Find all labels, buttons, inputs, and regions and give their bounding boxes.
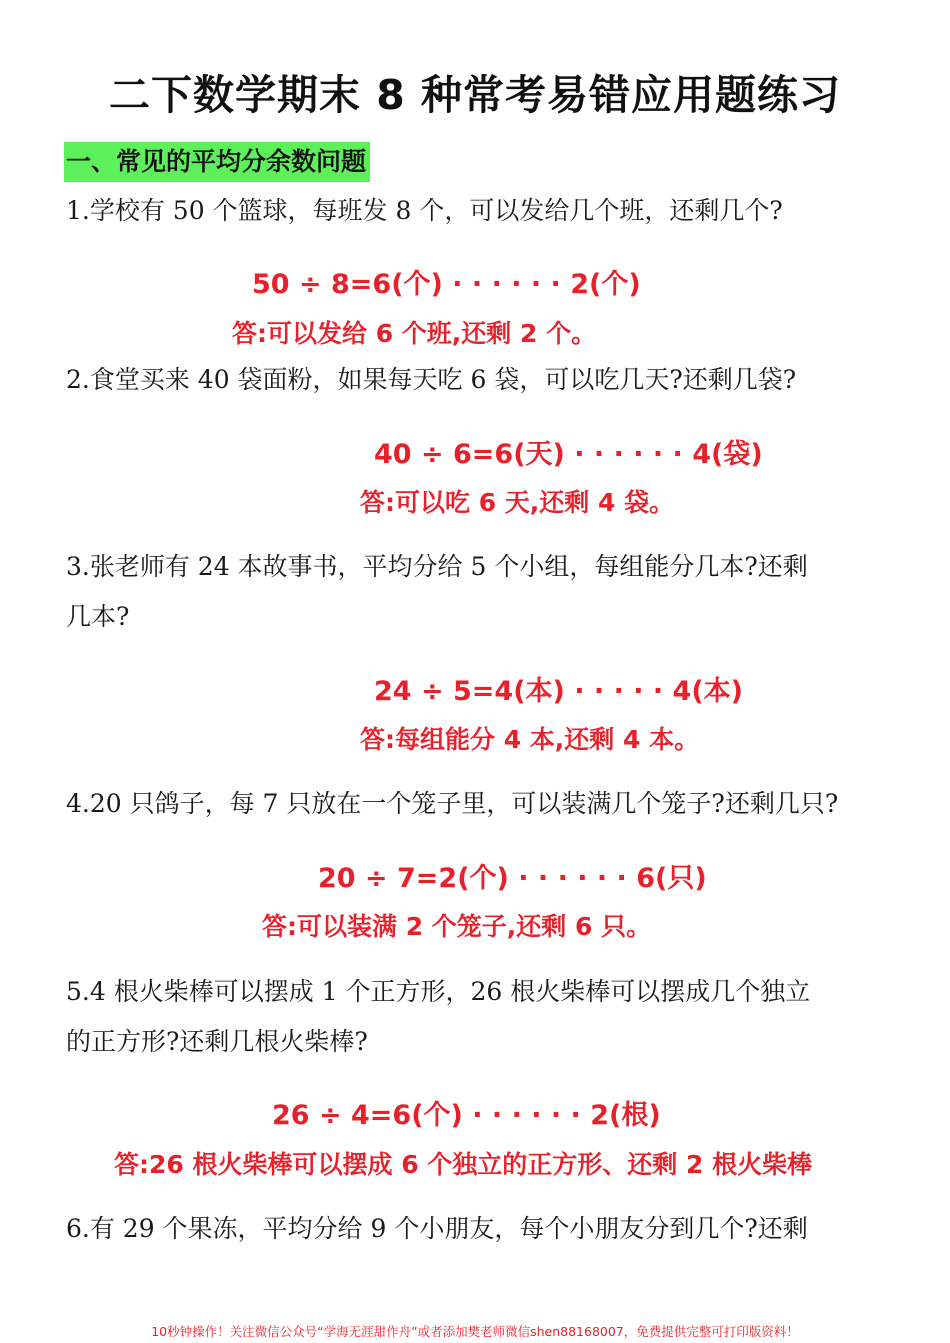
question-2 [66,355,886,405]
answer-3: 答:每组能分 4 本,还剩 4 本。 [360,725,700,754]
question-text: 4.20 只鸽子，每 7 只放在一个笼子里，可以装满几个笼子?还剩几只? [66,789,839,818]
answer-5: 答:26 根火柴棒可以摆成 6 个独立的正方形、还剩 2 根火柴棒 [114,1150,813,1179]
question-4 [66,779,886,829]
section-heading: 一、常见的平均分余数问题 [64,142,370,182]
question-3 [66,542,886,642]
answer-2: 答:可以吃 6 天,还剩 4 袋。 [360,488,675,517]
question-text: 2.食堂买来 40 袋面粉，如果每天吃 6 袋，可以吃几天?还剩几袋? [66,365,797,394]
equation-2: 40 ÷ 6=6(天) · · · · · · 4(袋) [374,439,763,470]
equation-3: 24 ÷ 5=4(本) · · · · · 4(本) [374,676,744,707]
question-text: 6.有 29 个果冻，平均分给 9 个小朋友，每个小朋友分到几个?还剩 [66,1214,808,1243]
question-text: 3.张老师有 24 本故事书，平均分给 5 个小组，每组能分几本?还剩 [66,552,808,581]
question-1 [66,186,886,236]
question-text: 几本? [66,602,130,631]
equation-1: 50 ÷ 8=6(个) · · · · · · 2(个) [252,269,641,300]
equation-4: 20 ÷ 7=2(个) · · · · · · 6(只) [318,863,707,894]
question-5 [66,967,886,1067]
question-text: 的正方形?还剩几根火柴棒? [66,1027,368,1056]
answer-4: 答:可以装满 2 个笼子,还剩 6 只。 [262,912,652,941]
equation-5: 26 ÷ 4=6(个) · · · · · · 2(根) [272,1100,661,1131]
answer-1: 答:可以发给 6 个班,还剩 2 个。 [232,319,597,348]
page-title: 二下数学期末 8 种常考易错应用题练习 [108,71,842,119]
question-text: 5.4 根火柴棒可以摆成 1 个正方形，26 根火柴棒可以摆成几个独立 [66,977,811,1006]
question-6 [66,1204,886,1254]
footer-promo: 10秒钟操作！关注微信公众号“学海无涯甜作舟”或者添加樊老师微信shen88168007，免费提供完整可打印版资料！ [151,1324,799,1339]
question-text: 1.学校有 50 个篮球，每班发 8 个，可以发给几个班，还剩几个? [66,196,783,225]
